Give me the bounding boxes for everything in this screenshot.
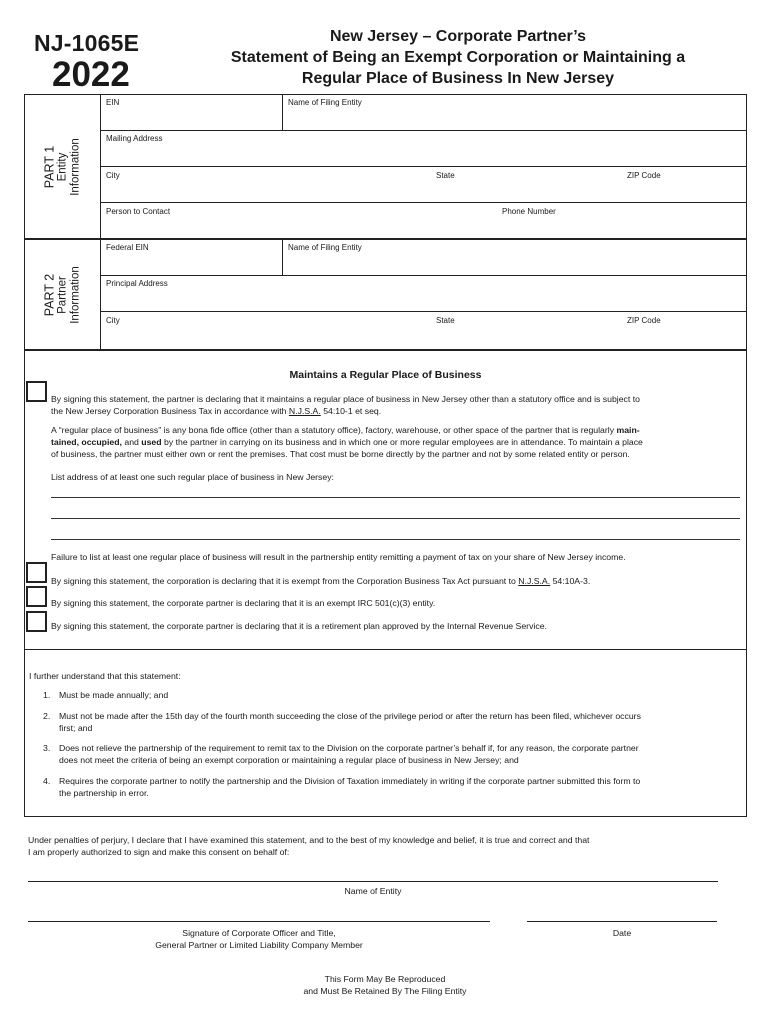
contact-person-label: Person to Contact	[106, 207, 171, 216]
list-item-text: Requires the corporate partner to notify the partnership and the Division of Taxation immediately in writing if the corporate partner submitted this form to	[59, 776, 641, 786]
partner-zip-label: ZIP Code	[627, 316, 661, 325]
definition-main-term: main-	[616, 425, 640, 435]
part1-label-line2: Entity	[56, 152, 69, 181]
part2-label-line2: Partner	[56, 275, 69, 314]
filing-entity-name-label: Name of Filing Entity	[288, 98, 362, 107]
list-item	[43, 775, 736, 799]
address-instruction: List address of at least one such regular place of business in New Jersey:	[51, 472, 334, 482]
form-year: 2022	[52, 55, 130, 94]
ein-label: EIN	[106, 98, 120, 107]
exempt-corporation-text-end: 54:10A-3.	[550, 576, 591, 586]
exempt-corporation-checkbox[interactable]	[26, 562, 47, 583]
further-understand-section	[24, 650, 747, 817]
perjury-declaration	[28, 834, 589, 858]
section-title: Maintains a Regular Place of Business	[289, 369, 482, 381]
address-line-1[interactable]	[51, 497, 740, 498]
federal-ein-label: Federal EIN	[106, 243, 149, 252]
retirement-plan-checkbox[interactable]	[26, 611, 47, 632]
phone-number-label: Phone Number	[502, 207, 556, 216]
principal-address-field[interactable]	[101, 276, 746, 312]
list-item	[43, 689, 736, 701]
part2-label-title: PART 2	[42, 273, 57, 316]
state-label: State	[436, 171, 455, 180]
partner-city-label: City	[106, 316, 120, 325]
definition-used-term: used	[141, 437, 162, 447]
list-item-text-cont: does not meet the criteria of being an exempt corporation or maintaining a regular place of business in New Jersey; and	[59, 755, 519, 765]
entity-name-caption: Name of Entity	[344, 886, 402, 896]
regular-place-definition	[51, 424, 740, 460]
definition-main-term-cont: tained, occupied,	[51, 437, 122, 447]
date-line[interactable]	[527, 921, 717, 922]
list-item-number: 2.	[43, 711, 51, 721]
federal-ein-field[interactable]	[101, 240, 282, 275]
regular-place-of-business-section	[24, 350, 747, 650]
address-line-3[interactable]	[51, 539, 740, 540]
part2-label	[25, 240, 101, 349]
exempt-corporation-text: By signing this statement, the corporation is declaring that it is exempt from the Corporation Business Tax Act pursuant to	[51, 576, 519, 586]
statement-line-2-text: the New Jersey Corporation Business Tax in accordance with	[51, 406, 289, 416]
list-item-number: 4.	[43, 776, 51, 786]
partner-name-label: Name of Filing Entity	[288, 243, 362, 252]
perjury-line-2: I am properly authorized to sign and make this consent on behalf of:	[28, 847, 290, 857]
list-item-text-cont: the partnership in error.	[59, 788, 149, 798]
part1-label	[25, 95, 101, 238]
principal-address-label: Principal Address	[106, 279, 168, 288]
signature-caption	[28, 927, 490, 951]
statement-line-2	[51, 405, 740, 417]
definition-line-1-text: A “regular place of business” is any bona fide office (other than a statutory office), factory, warehouse, or other space of the partner that is regularly	[51, 425, 617, 435]
entity-name-line[interactable]	[28, 881, 718, 882]
part2-row-city[interactable]	[101, 312, 746, 349]
signature-line[interactable]	[28, 921, 490, 922]
definition-and: and	[121, 437, 142, 447]
exempt-corporation-statement	[51, 575, 590, 587]
partner-state-label: State	[436, 316, 455, 325]
maintains-place-statement	[51, 393, 740, 417]
list-item-text: Must not be made after the 15th day of the fourth month succeeding the close of the privilege period or after the return has been filed, whichever occurs	[59, 711, 641, 721]
form-number: NJ-1065E	[34, 30, 140, 56]
list-item-text-cont: first; and	[59, 723, 93, 733]
reproduction-line-1: This Form May Be Reproduced	[324, 974, 446, 984]
irc-501c3-checkbox[interactable]	[26, 586, 47, 607]
part1-row-contact[interactable]	[101, 203, 746, 239]
list-item	[43, 742, 736, 766]
title-line-3: Regular Place of Business In New Jersey	[301, 70, 615, 87]
signature-caption-line-1: Signature of Corporate Officer and Title,	[182, 928, 336, 938]
statement-line-2-end: 54:10-1 et seq.	[320, 406, 382, 416]
list-item-text: Does not relieve the partnership of the requirement to remit tax to the Division on the corporate partner’s behalf if, for any reason, the corporate partner	[59, 743, 639, 753]
part2-label-line3: Information	[69, 265, 82, 324]
definition-line-2-text: by the partner in carrying on its business and in which one or more regular employees are in attendance. To maintain a place	[161, 437, 643, 447]
part1-entity-information	[24, 94, 747, 239]
form-title	[178, 26, 738, 89]
njsa-citation-2: N.J.S.A.	[518, 576, 551, 586]
failure-warning: Failure to list at least one regular place of business will result in the partnership entity remitting a payment of tax on your share of New Jersey income.	[51, 552, 626, 562]
list-item-text: Must be made annually; and	[59, 690, 169, 700]
maintains-place-checkbox[interactable]	[26, 381, 47, 402]
partner-name-field[interactable]	[282, 240, 746, 275]
reproduction-line-2: and Must Be Retained By The Filing Entity	[303, 986, 467, 996]
definition-line-3: of business, the partner must either own or rent the premises. That cost must be borne directly by the partner and not by some related entity or person.	[51, 449, 630, 459]
mailing-address-field[interactable]	[101, 131, 746, 167]
perjury-line-1: Under penalties of perjury, I declare that I have examined this statement, and to the best of my knowledge and belief, it is true and correct and that	[28, 835, 590, 845]
title-line-1: New Jersey – Corporate Partner’s	[329, 28, 587, 45]
part1-label-title: PART 1	[42, 145, 57, 188]
list-item-number: 1.	[43, 690, 51, 700]
address-line-2[interactable]	[51, 518, 740, 519]
city-label: City	[106, 171, 120, 180]
filing-entity-name-field[interactable]	[282, 95, 746, 130]
part1-row-city[interactable]	[101, 167, 746, 203]
list-item	[43, 710, 736, 734]
reproduction-notice	[220, 973, 550, 997]
part2-partner-information	[24, 239, 747, 350]
signature-caption-line-2: General Partner or Limited Liability Company Member	[155, 940, 363, 950]
title-line-2: Statement of Being an Exempt Corporation or Maintaining a	[230, 49, 686, 66]
njsa-citation: N.J.S.A.	[288, 406, 321, 416]
zip-label: ZIP Code	[627, 171, 661, 180]
ein-field[interactable]	[101, 95, 282, 130]
list-item-number: 3.	[43, 743, 51, 753]
mailing-address-label: Mailing Address	[106, 134, 163, 143]
date-caption: Date	[612, 928, 632, 938]
part1-row-ein	[101, 95, 746, 131]
irc-501c3-statement: By signing this statement, the corporate partner is declaring that it is an exempt IRC 501(c)(3) entity.	[51, 598, 436, 608]
definition-line-1	[51, 424, 740, 436]
further-understand-intro: I further understand that this statement:	[29, 671, 181, 681]
retirement-plan-statement: By signing this statement, the corporate partner is declaring that it is a retirement plan approved by the Internal Revenue Service.	[51, 621, 547, 631]
part2-row-ein	[101, 240, 746, 276]
statement-line-1: By signing this statement, the partner is declaring that it maintains a regular place of business in New Jersey other than a statutory office and is subject to	[51, 394, 640, 404]
part1-label-line3: Information	[69, 137, 82, 196]
definition-line-2	[51, 436, 740, 448]
